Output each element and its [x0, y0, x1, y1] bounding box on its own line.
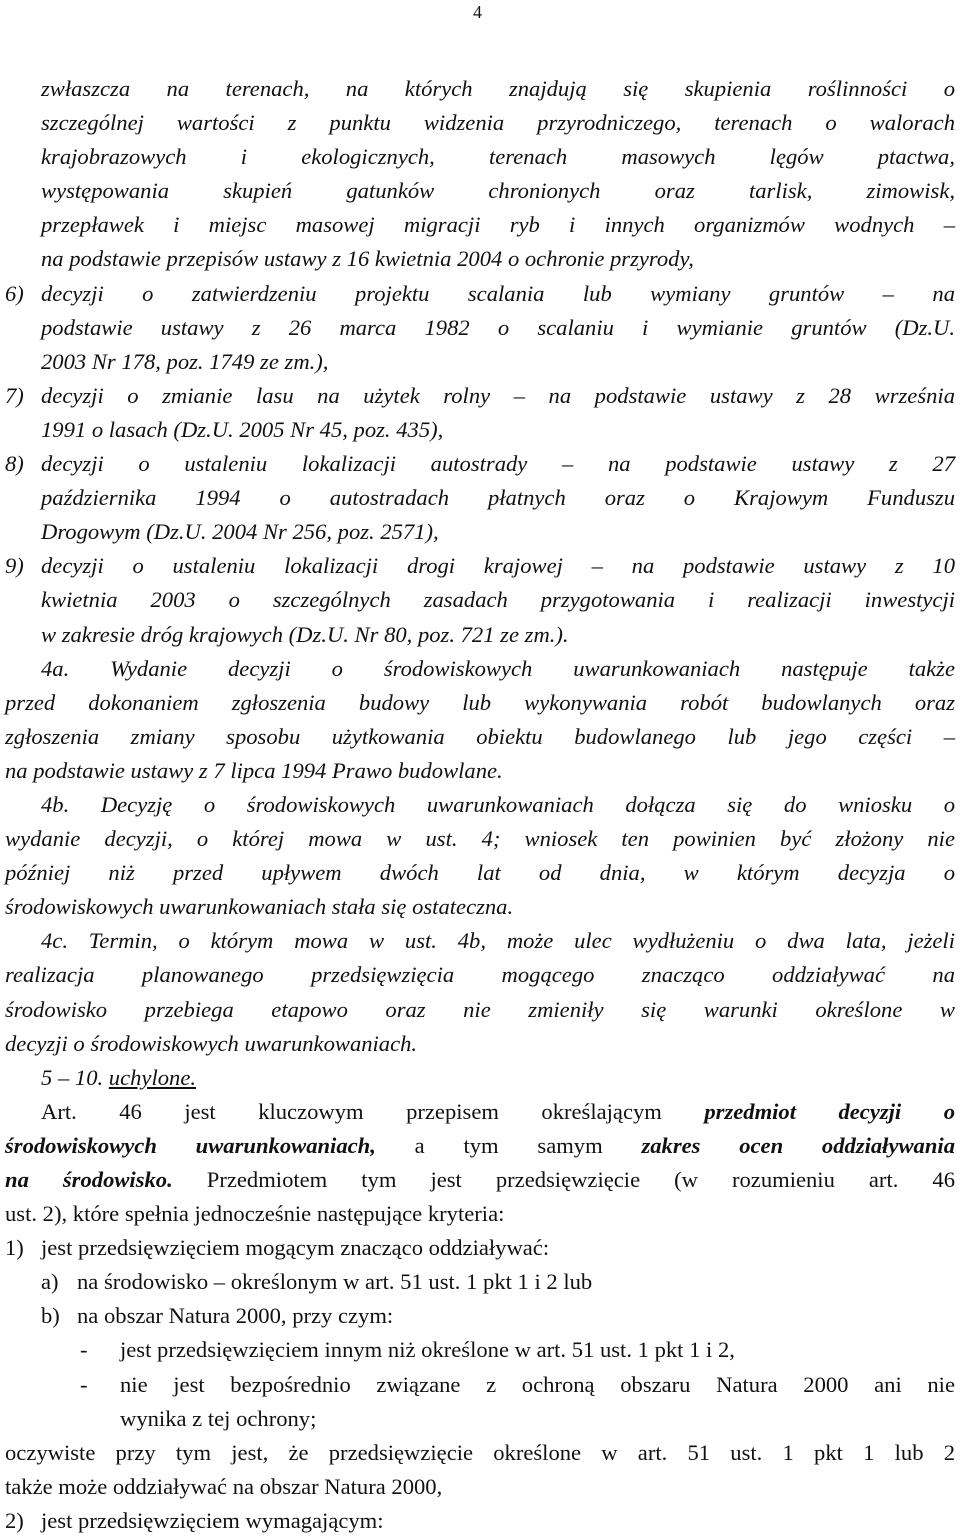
text-line: zwłaszcza na terenach, na których znajdują się skupienia roślinności o	[41, 76, 955, 101]
text-line: na obszar Natura 2000, przy czym:	[77, 1303, 394, 1329]
item-label: 6)	[5, 280, 24, 306]
text-line: decyzji o ustaleniu lokalizacji autostrady – na podstawie ustawy z 27	[41, 451, 955, 477]
text-line: wydanie decyzji, o której mowa w ust. 4; wniosek ten powinien być złożony nie	[5, 826, 955, 852]
criteria-dash-1	[5, 1333, 955, 1367]
text-line: 4b. Decyzję o środowiskowych uwarunkowaniach dołącza się do wniosku o	[41, 791, 955, 817]
emphasis: środowiskowych uwarunkowaniach,	[5, 1132, 376, 1158]
emphasis: przedmiot decyzji o	[704, 1098, 955, 1124]
repealed-note: uchylone.	[108, 1064, 196, 1090]
text-line: krajobrazowych i ekologicznych, terenach masowych lęgów ptactwa,	[41, 144, 955, 170]
text-line: później niż przed upływem dwóch lat od dnia, w którym decyzja o	[5, 860, 955, 886]
page-number: 4	[473, 2, 482, 22]
item-label: 2)	[5, 1507, 24, 1533]
item-label: 1)	[5, 1235, 24, 1261]
text-line: realizacja planowanego przedsięwzięcia mogącego znacząco oddziaływać na	[5, 962, 955, 988]
criteria-item-1	[5, 1231, 955, 1265]
text-line: 1991 o lasach (Dz.U. 2005 Nr 45, poz. 435),	[41, 416, 444, 442]
text-line: przed dokonaniem zgłoszenia budowy lub wykonywania robót budowlanych oraz	[5, 689, 955, 715]
commentary	[5, 1095, 955, 1538]
criteria-item-b	[5, 1299, 955, 1333]
text-line: przepławek i miejsc masowej migracji ryb i innych organizmów wodnych –	[41, 212, 955, 238]
item-label: -	[80, 1371, 88, 1397]
text-line: kwietnia 2003 o szczególnych zasadach przygotowania i realizacji inwestycji	[41, 587, 955, 613]
emphasis: zakres ocen oddziaływania	[641, 1132, 955, 1158]
text-line: 4a. Wydanie decyzji o środowiskowych uwarunkowaniach następuje także	[41, 655, 955, 681]
text-line: jest przedsięwzięciem mogącym znacząco oddziaływać:	[41, 1235, 550, 1261]
text-line: także może oddziaływać na obszar Natura 2000,	[5, 1473, 443, 1499]
item-label: b)	[41, 1303, 60, 1329]
item-label: 9)	[5, 553, 24, 579]
list-item-6	[5, 277, 955, 311]
text-line: w zakresie dróg krajowych (Dz.U. Nr 80, poz. 721 ze zm.).	[41, 621, 569, 647]
text-line: decyzji o ustaleniu lokalizacji drogi krajowej – na podstawie ustawy z 10	[41, 553, 955, 579]
text-line: decyzji o zatwierdzeniu projektu scalania lub wymiany gruntów – na	[41, 280, 955, 306]
text-line: jest przedsięwzięciem innym niż określone w art. 51 ust. 1 pkt 1 i 2,	[120, 1337, 735, 1363]
criteria-item-2	[5, 1504, 955, 1538]
document-body	[5, 72, 955, 1538]
text-line: wynika z tej ochrony;	[120, 1405, 317, 1431]
text-line: na środowisko – określonym w art. 51 ust. 1 pkt 1 i 2 lub	[77, 1269, 593, 1295]
text-segment: a tym samym	[414, 1132, 603, 1158]
text-line: podstawie ustawy z 26 marca 1982 o scalaniu i wymianie gruntów (Dz.U.	[41, 314, 955, 340]
text-line: na podstawie przepisów ustawy z 16 kwietnia 2004 o ochronie przyrody,	[41, 246, 694, 272]
text-line	[5, 1163, 955, 1197]
item-label: a)	[41, 1269, 59, 1295]
emphasis: na środowisko.	[5, 1167, 173, 1192]
list-item-8	[5, 447, 955, 481]
text-line: października 1994 o autostradach płatnych oraz o Krajowym Funduszu	[41, 485, 955, 511]
text-line: Drogowym (Dz.U. 2004 Nr 256, poz. 2571),	[41, 519, 439, 545]
text-line: ust. 2), które spełnia jednocześnie następujące kryteria:	[5, 1201, 505, 1227]
text-segment: Przedmiotem tym jest przedsięwzięcie (w rozumieniu art. 46	[206, 1167, 955, 1192]
section-range: 5 – 10.	[41, 1064, 104, 1090]
text-line: na podstawie ustawy z 7 lipca 1994 Prawo budowlane.	[5, 757, 503, 783]
text-line: środowiskowych uwarunkowaniach stała się ostateczna.	[5, 894, 514, 920]
text-line: nie jest bezpośrednio związane z ochroną obszaru Natura 2000 ani nie	[120, 1371, 955, 1397]
text-line	[5, 1129, 955, 1163]
text-line: decyzji o środowiskowych uwarunkowaniach.	[5, 1030, 418, 1056]
text-line: decyzji o zmianie lasu na użytek rolny – na podstawie ustawy z 28 września	[41, 382, 955, 408]
text-line: występowania skupień gatunków chronionych oraz tarlisk, zimowisk,	[41, 178, 955, 204]
text-line	[5, 1095, 955, 1129]
text-line: oczywiste przy tym jest, że przedsięwzięcie określone w art. 51 ust. 1 pkt 1 lub 2	[5, 1439, 955, 1465]
text-line: 4c. Termin, o którym mowa w ust. 4b, może ulec wydłużeniu o dwa lata, jeżeli	[41, 928, 955, 954]
list-item-7	[5, 379, 955, 413]
item-label: 8)	[5, 451, 24, 477]
item-label: 7)	[5, 382, 24, 408]
text-line: jest przedsięwzięciem wymagającym:	[41, 1507, 384, 1533]
text-line: zgłoszenia zmiany sposobu użytkowania obiektu budowlanego lub jego części –	[5, 723, 955, 749]
criteria-dash-2	[5, 1368, 955, 1402]
text-line: 2003 Nr 178, poz. 1749 ze zm.),	[41, 348, 329, 374]
list-item-9	[5, 549, 955, 583]
text-segment: Art. 46 jest kluczowym przepisem określającym	[41, 1098, 662, 1124]
quoted-statute	[5, 72, 955, 1095]
text-line	[5, 1061, 955, 1095]
item-label: -	[80, 1337, 88, 1363]
criteria-item-a	[5, 1265, 955, 1299]
text-line: szczególnej wartości z punktu widzenia przyrodniczego, terenach o walorach	[41, 110, 955, 136]
text-line: środowisko przebiega etapowo oraz nie zmieniły się warunki określone w	[5, 996, 955, 1022]
